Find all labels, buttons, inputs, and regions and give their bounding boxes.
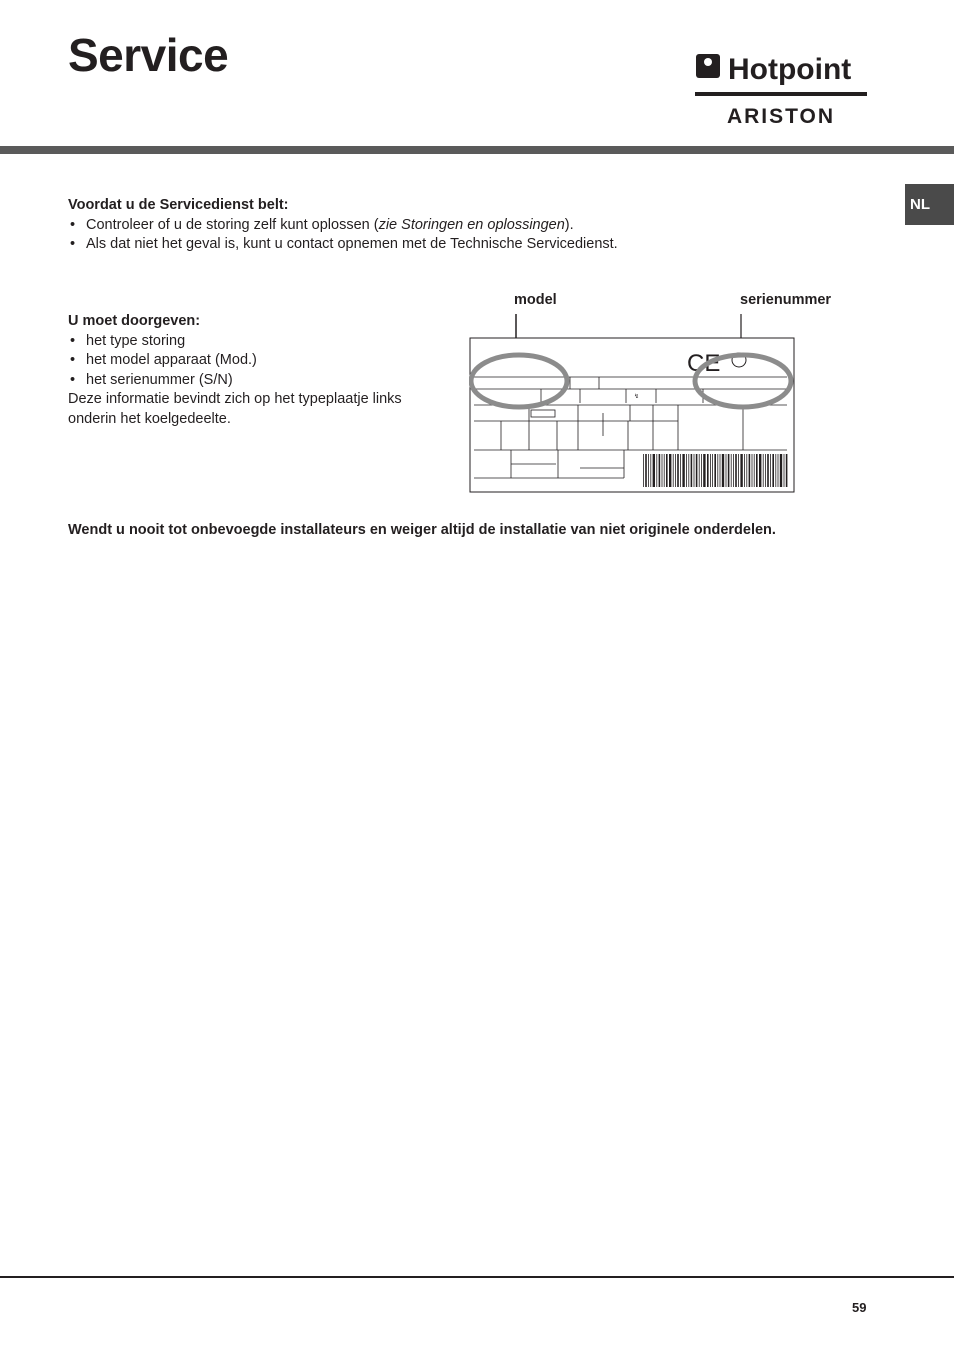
rating-plate	[470, 338, 794, 492]
barcode-bar	[710, 454, 711, 487]
barcode-bar	[772, 454, 774, 487]
barcode-bar	[714, 454, 716, 487]
barcode-bar	[680, 454, 681, 487]
barcode-bar	[701, 454, 702, 487]
barcode-bar	[677, 454, 679, 487]
cross-reference: zie Storingen en oplossingen	[378, 216, 565, 233]
barcode-bar	[740, 454, 742, 487]
barcode-bar	[699, 454, 700, 487]
barcode-bar	[650, 454, 651, 487]
barcode-bar	[767, 454, 769, 487]
brand-name: Hotpoint	[728, 53, 852, 86]
barcode-bar	[691, 454, 693, 487]
barcode-bar	[666, 454, 668, 487]
barcode-bar	[763, 454, 764, 487]
barcode-bar	[731, 454, 732, 487]
barcode-bar	[720, 454, 721, 487]
before-calling-list	[68, 216, 868, 255]
barcode-bar	[765, 454, 766, 487]
list-item: • het type storing	[68, 332, 428, 352]
serial-number-label: serienummer	[740, 292, 832, 308]
barcode-bar	[662, 454, 663, 487]
barcode-bar	[682, 454, 684, 487]
barcode-bar	[778, 454, 779, 487]
barcode-bar	[784, 454, 785, 487]
barcode-bar	[754, 454, 755, 487]
barcode-bar	[780, 454, 782, 487]
barcode-bar	[696, 454, 698, 487]
language-tab: NL	[905, 184, 954, 225]
barcode-bar	[735, 454, 737, 487]
before-calling-heading: Voordat u de Servicedienst belt:	[68, 197, 289, 213]
barcode-bar	[645, 454, 647, 487]
barcode-bar	[759, 454, 761, 487]
barcode-bar	[756, 454, 758, 487]
rating-plate-diagram	[469, 312, 809, 496]
barcode-bar	[664, 454, 665, 487]
barcode-bar	[775, 454, 776, 487]
list-item: • Controleer of u de storing zelf kunt oplossen (zie Storingen en oplossingen).	[68, 216, 868, 236]
provide-heading: U moet doorgeven:	[68, 313, 201, 329]
barcode-bar	[770, 454, 771, 487]
barcode-bar	[722, 454, 724, 487]
barcode-bar	[659, 454, 661, 487]
provide-section	[68, 312, 428, 429]
provide-list	[68, 332, 428, 391]
barcode-bar	[749, 454, 751, 487]
barcode-bar	[726, 454, 727, 487]
barcode-bar	[752, 454, 753, 487]
warning-text: Wendt u nooit tot onbevoegde installateurs en weiger altijd de installatie van niet originele onderdelen.	[68, 522, 776, 538]
barcode-bar	[717, 454, 718, 487]
barcode-bar	[653, 454, 655, 487]
barcode-bar	[707, 454, 709, 487]
small-symbol: ↯	[634, 394, 640, 400]
barcode-bar	[733, 454, 734, 487]
before-calling-section	[68, 196, 868, 255]
barcode-bar	[744, 454, 745, 487]
barcode-bar	[675, 454, 676, 487]
barcode-bar	[686, 454, 687, 487]
barcode-bar	[673, 454, 674, 487]
barcode-bar	[703, 454, 705, 487]
header-rule	[0, 146, 954, 154]
model-label: model	[514, 292, 557, 308]
footer-rule	[0, 1276, 954, 1278]
list-item: • het model apparaat (Mod.)	[68, 351, 428, 371]
barcode-bar	[712, 454, 713, 487]
barcode-bar	[746, 454, 747, 487]
list-item: • het serienummer (S/N)	[68, 371, 428, 391]
rating-plate-location-note: Deze informatie bevindt zich op het typeplaatje links onderin het koelgedeelte.	[68, 391, 402, 427]
barcode-bar	[728, 454, 730, 487]
barcode-bar	[738, 454, 739, 487]
list-item: • Als dat niet het geval is, kunt u contact opnemen met de Technische Servicedienst.	[68, 235, 868, 255]
ce-mark-icon: CE	[687, 350, 721, 377]
barcode-bar	[694, 454, 695, 487]
barcode-bar	[786, 454, 788, 487]
barcode-bar	[688, 454, 689, 487]
barcode-bar	[656, 454, 657, 487]
page-number: 59	[852, 1300, 867, 1315]
barcode-bar	[669, 454, 671, 487]
page-title: Service	[68, 29, 229, 81]
barcode-bar	[648, 454, 649, 487]
brand-logo	[694, 50, 870, 128]
barcode-bar	[643, 454, 644, 487]
hotpoint-ariston-logo-icon	[694, 50, 870, 128]
brand-sub-name: ARISTON	[726, 105, 836, 128]
